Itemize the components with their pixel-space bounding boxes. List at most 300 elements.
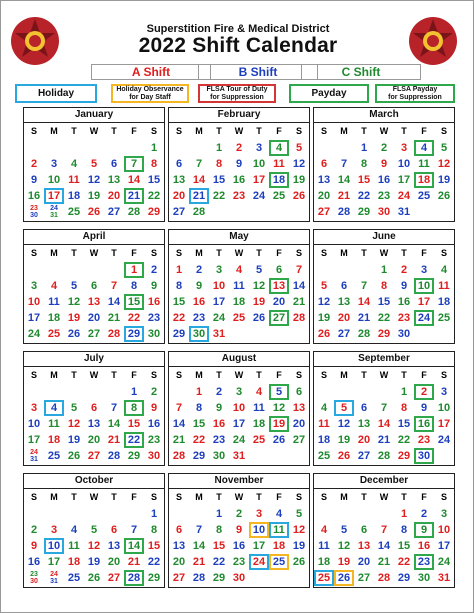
weekday-label: T [216,492,222,502]
weekday-label: W [234,248,244,258]
day-cell: 28 [107,450,121,462]
day-cell: 10 [232,402,246,414]
day-cell: 20 [357,434,371,446]
day-cell: 29 [147,572,161,584]
day-cell: 19 [67,312,81,324]
day-cell: 10 [212,280,226,292]
day-cell: 8 [130,280,138,292]
day-cell: 3 [30,402,38,414]
day-cell: 12 [437,158,451,170]
day-cell: 24 [437,434,451,446]
day-cell: 8 [400,524,408,536]
day-cell: 26 [272,434,286,446]
weekday-label: T [256,248,262,258]
day-cell: 14 [337,174,351,186]
day-cell: 4 [440,264,448,276]
day-cell: 5 [295,508,303,520]
day-cell: 3 [215,264,223,276]
day-cell: 7 [110,280,118,292]
weekday-label: M [340,370,348,380]
day-cell: 18 [47,434,61,446]
day-cell: 3 [235,386,243,398]
day-cell: 21 [172,434,186,446]
day-cell: 16 [212,418,226,430]
weekday-label: F [131,248,137,258]
month-title: June [314,230,454,245]
day-cell: 20 [107,556,121,568]
weekday-label: M [340,126,348,136]
legend-text: Payday [311,87,347,99]
day-cell: 22 [124,432,144,448]
day-cell: 21 [337,190,351,202]
month-february [168,107,310,222]
day-cell: 14 [377,540,391,552]
day-cell: 23 [377,190,391,202]
weekday-label: T [71,370,77,380]
day-cell: 23 [232,556,246,568]
day-cell: 6 [90,402,98,414]
day-cell: 5 [334,400,354,416]
day-cell: 4 [235,264,243,276]
day-cell: 12 [87,540,101,552]
day-cell: 30 [189,326,209,342]
day-cell: 17 [437,540,451,552]
day-cell: 23 [417,434,431,446]
day-cell: 25 [269,554,289,570]
day-cell: 25 [47,328,61,340]
day-cell: 25 [314,570,334,586]
day-cell: 19 [317,312,331,324]
weekday-label: T [401,370,407,380]
day-cell: 6 [320,158,328,170]
day-cell: 3 [50,158,58,170]
weekday-label: T [111,492,117,502]
day-cell: 20 [172,190,186,202]
legend-text: FLSA Tour of Duty [206,85,268,93]
day-cell: 14 [127,174,141,186]
day-cell: 8 [175,280,183,292]
month-title: May [169,230,309,245]
day-cell: 19 [292,540,306,552]
day-cell: 4 [320,402,328,414]
weekday-label: S [320,492,327,502]
day-cell: 13 [107,540,121,552]
day-cell: 8 [360,158,368,170]
day-cell: 29 [127,450,141,462]
day-cell: 12 [67,418,81,430]
day-cell: 24 [232,434,246,446]
day-cell: 21 [107,312,121,324]
day-cell: 30 [414,448,434,464]
day-cell: 17 [252,174,266,186]
weekday-label: W [234,370,244,380]
day-cell: 4 [414,140,434,156]
day-cell: 23 [147,312,161,324]
weekday-label: T [71,492,77,502]
day-cell: 10 [27,296,41,308]
weekday-label: M [50,126,58,136]
day-cell: 27 [107,206,121,218]
weekday-label: W [234,492,244,502]
month-title: September [314,352,454,367]
day-cell: 8 [400,402,408,414]
day-cell: 6 [360,524,368,536]
legend-item-5 [375,84,455,103]
day-cell: 28 [124,570,144,586]
day-cell: 29 [147,206,161,218]
weekday-label: S [30,492,37,502]
day-cell: 6 [175,158,183,170]
day-cell: 17 [212,296,226,308]
day-cell: 2 [414,384,434,400]
page-title: 2022 Shift Calendar [138,34,338,57]
day-cell: 4 [44,400,64,416]
month-october [23,473,165,588]
day-cell: 27 [357,572,371,584]
weekday-label: M [50,370,58,380]
day-cell: 11 [318,540,330,552]
day-cell: 23 [192,312,206,324]
weekday-label: F [276,248,282,258]
day-cell: 28 [192,572,206,584]
day-cell: 30 [397,328,411,340]
weekday-label: F [276,492,282,502]
day-cell: 5 [90,158,98,170]
day-cell: 7 [195,158,203,170]
day-cell: 11 [318,418,330,430]
weekday-label: T [361,126,367,136]
day-cell: 22 [127,312,141,324]
day-cell: 25 [317,450,331,462]
weekday-label: S [320,370,327,380]
day-cell: 18 [317,556,331,568]
day-cell: 24 [212,312,226,324]
day-cell: 23 [212,434,226,446]
day-cell: 11 [68,174,80,186]
day-cell: 16 [147,418,161,430]
day-cell: 7 [124,156,144,172]
day-cell: 1 [215,508,223,520]
day-cell: 9 [380,158,388,170]
day-cell: 23 30 [30,571,38,585]
day-cell: 21 [189,188,209,204]
day-cell: 10 [27,418,41,430]
day-cell: 18 [272,540,286,552]
day-cell: 22 [147,190,161,202]
day-cell: 20 [357,556,371,568]
weekday-label: S [30,248,37,258]
day-cell: 13 [317,174,331,186]
day-cell: 9 [414,522,434,538]
day-cell: 14 [357,296,371,308]
day-cell: 13 [172,540,186,552]
day-cell: 30 [232,572,246,584]
weekday-label: T [71,248,77,258]
day-cell: 12 [337,418,351,430]
day-cell: 13 [172,174,186,186]
day-cell: 28 [172,450,186,462]
day-cell: 16 [192,296,206,308]
day-cell: 7 [340,158,348,170]
day-cell: 7 [175,402,183,414]
day-cell: 24 [27,328,41,340]
day-cell: 19 [269,416,289,432]
month-may [168,229,310,344]
weekday-label: S [30,370,37,380]
weekday-label: T [361,492,367,502]
month-title: December [314,474,454,489]
day-cell: 26 [317,328,331,340]
day-cell: 10 [437,524,451,536]
weekday-label: S [440,126,447,136]
weekday-label: M [50,248,58,258]
day-cell: 11 [273,158,285,170]
day-cell: 8 [380,280,388,292]
day-cell: 23 [147,434,161,446]
day-cell: 14 [107,418,121,430]
day-cell: 11 [438,280,450,292]
day-cell: 29 [124,326,144,342]
day-cell: 3 [30,280,38,292]
day-cell: 15 [357,174,371,186]
legend-item-1 [15,84,97,103]
day-cell: 27 [292,434,306,446]
day-cell: 8 [150,158,158,170]
legend-item-2 [111,84,189,103]
weekday-label: S [175,248,182,258]
day-cell: 6 [295,386,303,398]
month-april [23,229,165,344]
day-cell: 15 [147,174,161,186]
month-title: July [24,352,164,367]
day-cell: 19 [87,556,101,568]
legend-text: Holiday Observance [116,85,184,93]
weekday-label: S [440,370,447,380]
day-cell: 8 [124,400,144,416]
day-cell: 7 [130,524,138,536]
day-cell: 3 [440,508,448,520]
weekday-label: W [379,370,389,380]
day-cell: 18 [269,172,289,188]
day-cell: 3 [50,524,58,536]
day-cell: 10 [437,402,451,414]
day-cell: 22 [377,312,391,324]
day-cell: 9 [235,158,243,170]
day-cell: 11 [253,402,265,414]
day-cell: 5 [70,402,78,414]
day-cell: 27 [337,328,351,340]
day-cell: 5 [340,524,348,536]
day-cell: 1 [175,264,183,276]
day-cell: 2 [420,508,428,520]
day-cell: 1 [130,386,138,398]
day-cell: 17 [27,312,41,324]
weekday-label: S [440,248,447,258]
day-cell: 21 [292,296,306,308]
day-cell: 18 [67,190,81,202]
weekday-label: W [89,492,99,502]
day-cell: 12 [292,158,306,170]
weekday-label: W [379,492,389,502]
day-cell: 31 [212,328,226,340]
day-cell: 4 [255,386,263,398]
day-cell: 4 [50,280,58,292]
day-cell: 14 [172,418,186,430]
day-cell: 27 [107,572,121,584]
weekday-label: S [30,126,37,136]
day-cell: 24 [252,190,266,202]
day-cell: 29 [397,450,411,462]
day-cell: 24 [249,554,269,570]
weekday-label: T [111,126,117,136]
day-cell: 17 [47,556,61,568]
day-cell: 12 [292,524,306,536]
day-cell: 10 [47,174,61,186]
day-cell: 18 [67,556,81,568]
day-cell: 16 [417,540,431,552]
day-cell: 13 [337,296,351,308]
day-cell: 22 [172,312,186,324]
weekday-label: S [295,126,302,136]
day-cell: 1 [124,262,144,278]
weekday-label: T [361,370,367,380]
month-november [168,473,310,588]
day-cell: 18 [252,418,266,430]
day-cell: 24 31 [30,449,38,463]
weekday-label: S [440,492,447,502]
legend-text: Holiday [37,87,75,99]
day-cell: 25 [47,450,61,462]
day-cell: 9 [420,402,428,414]
day-cell: 17 [417,296,431,308]
weekday-label: T [401,126,407,136]
day-cell: 14 [192,174,206,186]
weekday-label: M [340,492,348,502]
day-cell: 28 [337,206,351,218]
day-cell: 1 [215,142,223,154]
weekday-label: S [150,248,157,258]
day-cell: 6 [110,524,118,536]
day-cell: 8 [215,524,223,536]
day-cell: 30 [212,450,226,462]
weekday-label: W [89,126,99,136]
day-cell: 15 [172,296,186,308]
day-cell: 17 [44,188,64,204]
weekday-label: S [175,492,182,502]
day-cell: 29 [357,206,371,218]
day-cell: 16 [27,190,41,202]
day-cell: 24 31 [50,205,58,219]
day-cell: 27 [172,206,186,218]
district-name: Superstition Fire & Medical District [146,23,330,35]
day-cell: 21 [377,556,391,568]
day-cell: 23 30 [30,205,38,219]
day-cell: 5 [70,280,78,292]
weekday-label: M [195,370,203,380]
day-cell: 16 [397,296,411,308]
day-cell: 11 [48,296,60,308]
day-cell: 3 [440,386,448,398]
day-cell: 3 [420,264,428,276]
day-cell: 15 [397,540,411,552]
day-cell: 20 [292,418,306,430]
day-cell: 26 [437,190,451,202]
day-cell: 9 [150,280,158,292]
day-cell: 7 [295,264,303,276]
day-cell: 28 [377,572,391,584]
day-cell: 14 [292,280,306,292]
day-cell: 7 [195,524,203,536]
day-cell: 4 [320,524,328,536]
day-cell: 29 [172,328,186,340]
weekday-label: T [401,248,407,258]
weekday-label: F [421,370,427,380]
weekday-label: T [216,126,222,136]
day-cell: 17 [437,418,451,430]
day-cell: 2 [235,142,243,154]
day-cell: 31 [232,450,246,462]
day-cell: 24 [437,556,451,568]
day-cell: 1 [380,264,388,276]
day-cell: 26 [292,190,306,202]
day-cell: 25 [272,190,286,202]
day-cell: 5 [90,524,98,536]
weekday-label: T [256,492,262,502]
weekday-label: F [276,370,282,380]
weekday-label: F [421,126,427,136]
day-cell: 1 [400,508,408,520]
day-cell: 27 [269,310,289,326]
day-cell: 17 [27,434,41,446]
month-title: February [169,108,309,123]
weekday-label: M [195,248,203,258]
day-cell: 5 [295,142,303,154]
weekday-label: T [361,248,367,258]
day-cell: 12 [272,402,286,414]
weekday-label: F [421,492,427,502]
month-title: January [24,108,164,123]
month-june [313,229,455,344]
weekday-label: S [150,126,157,136]
legend-item-3 [198,84,276,103]
weekday-label: T [111,248,117,258]
day-cell: 14 [107,296,121,308]
weekday-label: S [175,370,182,380]
weekday-label: M [195,492,203,502]
month-title: April [24,230,164,245]
day-cell: 7 [360,280,368,292]
day-cell: 2 [30,524,38,536]
day-cell: 4 [269,140,289,156]
day-cell: 15 [192,418,206,430]
day-cell: 16 [232,174,246,186]
day-cell: 29 [377,328,391,340]
day-cell: 26 [67,450,81,462]
day-cell: 28 [107,328,121,340]
day-cell: 28 [377,450,391,462]
day-cell: 29 [397,572,411,584]
day-cell: 7 [110,402,118,414]
day-cell: 19 [67,434,81,446]
weekday-label: T [71,126,77,136]
day-cell: 24 31 [50,571,58,585]
day-cell: 21 [192,556,206,568]
day-cell: 5 [440,142,448,154]
shift-label-3: C Shift [301,64,421,80]
day-cell: 2 [195,264,203,276]
day-cell: 24 [414,310,434,326]
day-cell: 9 [150,402,158,414]
